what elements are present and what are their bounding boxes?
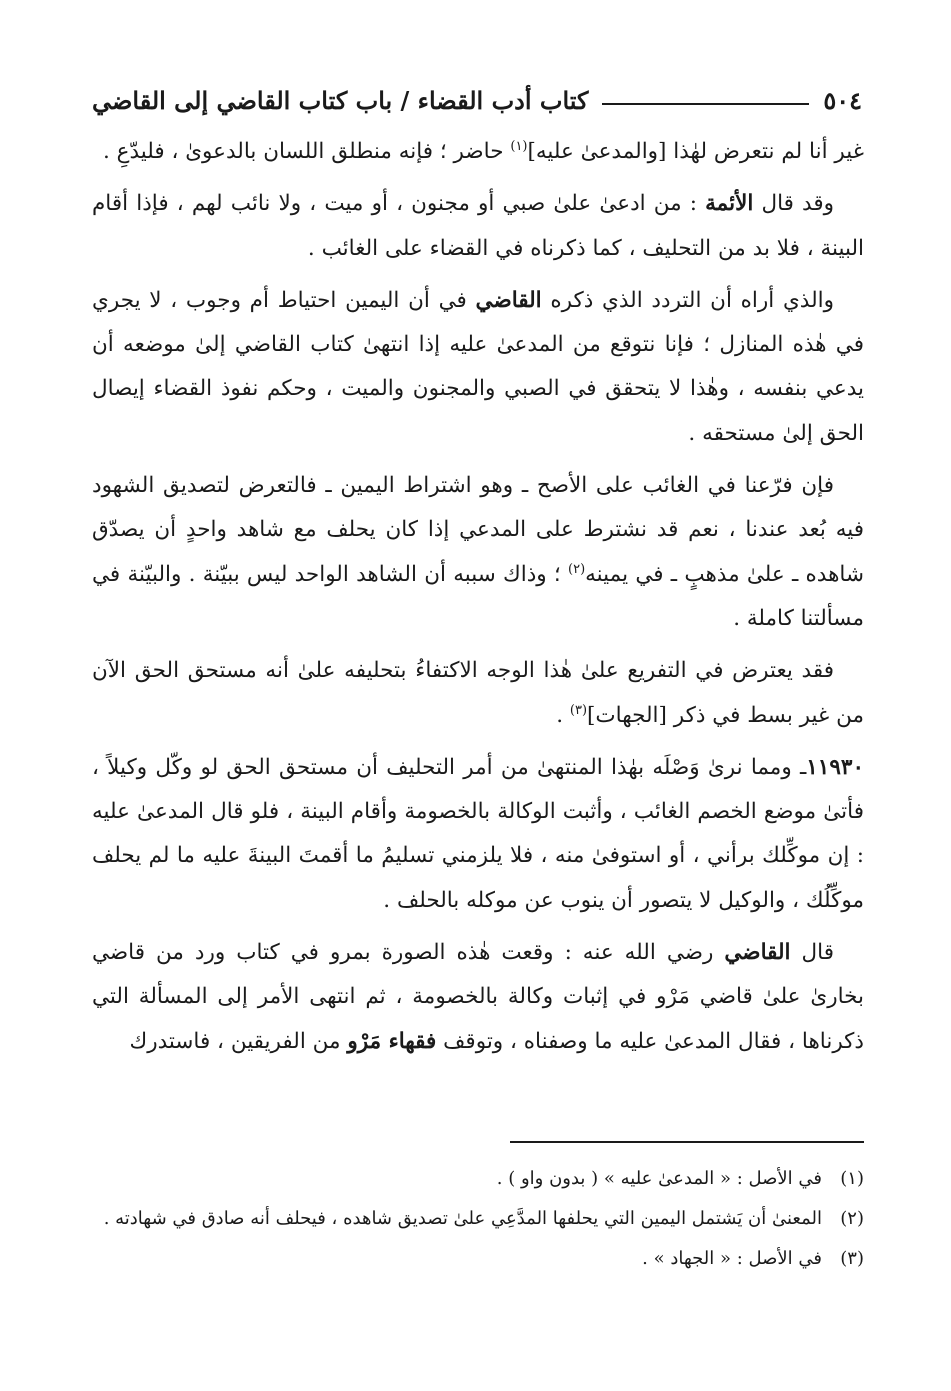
paragraph-7 xyxy=(92,931,864,1064)
footnote xyxy=(92,1163,864,1195)
paragraph-text: . xyxy=(556,702,570,728)
paragraph-6 xyxy=(92,746,864,923)
footnote-text: في الأصل : « الجهاد » . xyxy=(642,1248,822,1269)
paragraph-text: فقد يعترض في التفريع علىٰ هٰذا الوجه الاكتفاءُ بتحليفه علىٰ أنه مستحق الحق الآن من غير بسط في ذكر [الجهات] xyxy=(92,658,864,728)
paragraph-text: قال xyxy=(790,940,834,966)
issue-number: ١١٩٣٠ xyxy=(806,754,864,780)
footnote xyxy=(92,1243,864,1275)
bold-term: الأئمة xyxy=(705,191,754,217)
bold-term: القاضي xyxy=(724,940,791,966)
paragraph-3 xyxy=(92,279,864,456)
footnote-ref: (١) xyxy=(510,138,528,154)
footnote-ref: (٣) xyxy=(569,702,588,718)
footnote-number: (١) xyxy=(840,1168,864,1189)
paragraph-text: حاضر ؛ فإنه منطلق اللسان بالدعوىٰ ، فليدّعِ . xyxy=(102,139,511,164)
bold-term: فقهاء مَرْو xyxy=(347,1028,437,1054)
paragraph-text: رضي الله عنه : وقعت هٰذه الصورة بمرو في كتاب ورد من قاضي بخارىٰ علىٰ قاضي مَرْو في إثبات وكالة بالخصومة ، ثم انتهى الأمر إلى المسألة التي ذكرناها ، فقال المدعىٰ عليه ما وصفناه ، وتوقف xyxy=(92,940,864,1054)
paragraph-text: فإن فرّعنا في الغائب على الأصح ـ وهو اشتراط اليمين ـ فالتعرض لتصديق الشهود فيه بُعد عندنا ، نعم قد نشترط على المدعي إذا كان يحلف مع شاهد واحدٍ أن يصدّق شاهده ـ علىٰ مذهبٍ ـ في يمينه xyxy=(92,473,864,587)
running-title: كتاب أدب القضاء / باب كتاب القاضي إلى القاضي xyxy=(92,85,589,115)
paragraph-2 xyxy=(92,182,864,271)
main-text xyxy=(92,130,864,1072)
paragraph-4 xyxy=(92,464,864,641)
footnote-text: في الأصل : « المدعىٰ عليه » ( بدون واو ) . xyxy=(496,1168,822,1189)
paragraph-text: : من ادعىٰ علىٰ صبي أو مجنون ، أو ميت ، ولا نائب لهم ، فإذا أقام البينة ، فلا بد من التحليف ، كما ذكرناه في القضاء على الغائب . xyxy=(92,191,864,261)
paragraph-text: ـ ومما نرىٰ وَصْلَه بهٰذا المنتهىٰ من أمر التحليف أن مستحق الحق لو وكّل وكيلاً ، فأتىٰ موضع الخصم الغائب ، وأثبت الوكالة بالخصومة وأقام البينة ، فلو قال المدعىٰ عليه : إن موكِّلك برأني ، أو استوفىٰ منه ، فلا يلزمني تسليمُ ما أقمتَ البينةَ عليه ما لم يحلف موكِّلُك ، والوكيل لا يتصور أن ينوب عن موكله بالحلف . xyxy=(92,754,864,913)
paragraph-text: من الفريقين ، فاستدرك xyxy=(129,1028,348,1054)
paragraph-text: ؛ وذاك سببه أن الشاهد الواحد ليس ببيّنة . والبيّنة في مسألتنا كاملة . xyxy=(92,561,864,631)
running-header xyxy=(92,80,862,120)
footnotes xyxy=(92,1163,864,1283)
header-rule xyxy=(602,103,809,105)
footnote-number: (٢) xyxy=(840,1208,864,1229)
footnote-divider xyxy=(510,1141,864,1143)
bold-term: القاضي xyxy=(475,287,542,313)
footnote-text: المعنىٰ أن يَشتمل اليمين التي يحلفها المدَّعِي علىٰ تصديق شاهده ، فيحلف أنه صادق في شهادته . xyxy=(103,1208,822,1229)
paragraph-text: وقد قال xyxy=(753,191,834,217)
paragraph-5 xyxy=(92,649,864,738)
paragraph-text: غير أنا لم نتعرض لهٰذا [والمدعىٰ عليه] xyxy=(527,139,864,164)
page-number: ٥٠٤ xyxy=(823,85,862,115)
paragraph-text: والذي أراه أن التردد الذي ذكره xyxy=(541,287,835,313)
footnote-number: (٣) xyxy=(840,1248,864,1269)
footnote-ref: (٢) xyxy=(568,561,586,577)
paragraph-1 xyxy=(92,130,864,174)
footnote xyxy=(92,1203,864,1235)
paragraph-text: في أن اليمين احتياط أم وجوب ، لا يجري في هٰذه المنازل ؛ فإنا نتوقع من المدعىٰ عليه إذا انتهىٰ كتاب القاضي إلىٰ موضعه أن يدعي بنفسه ، وهٰذا لا يتحقق في الصبي والمجنون والميت ، وحكم نفوذ القضاء إيصال الحق إلىٰ مستحقه . xyxy=(92,287,864,446)
